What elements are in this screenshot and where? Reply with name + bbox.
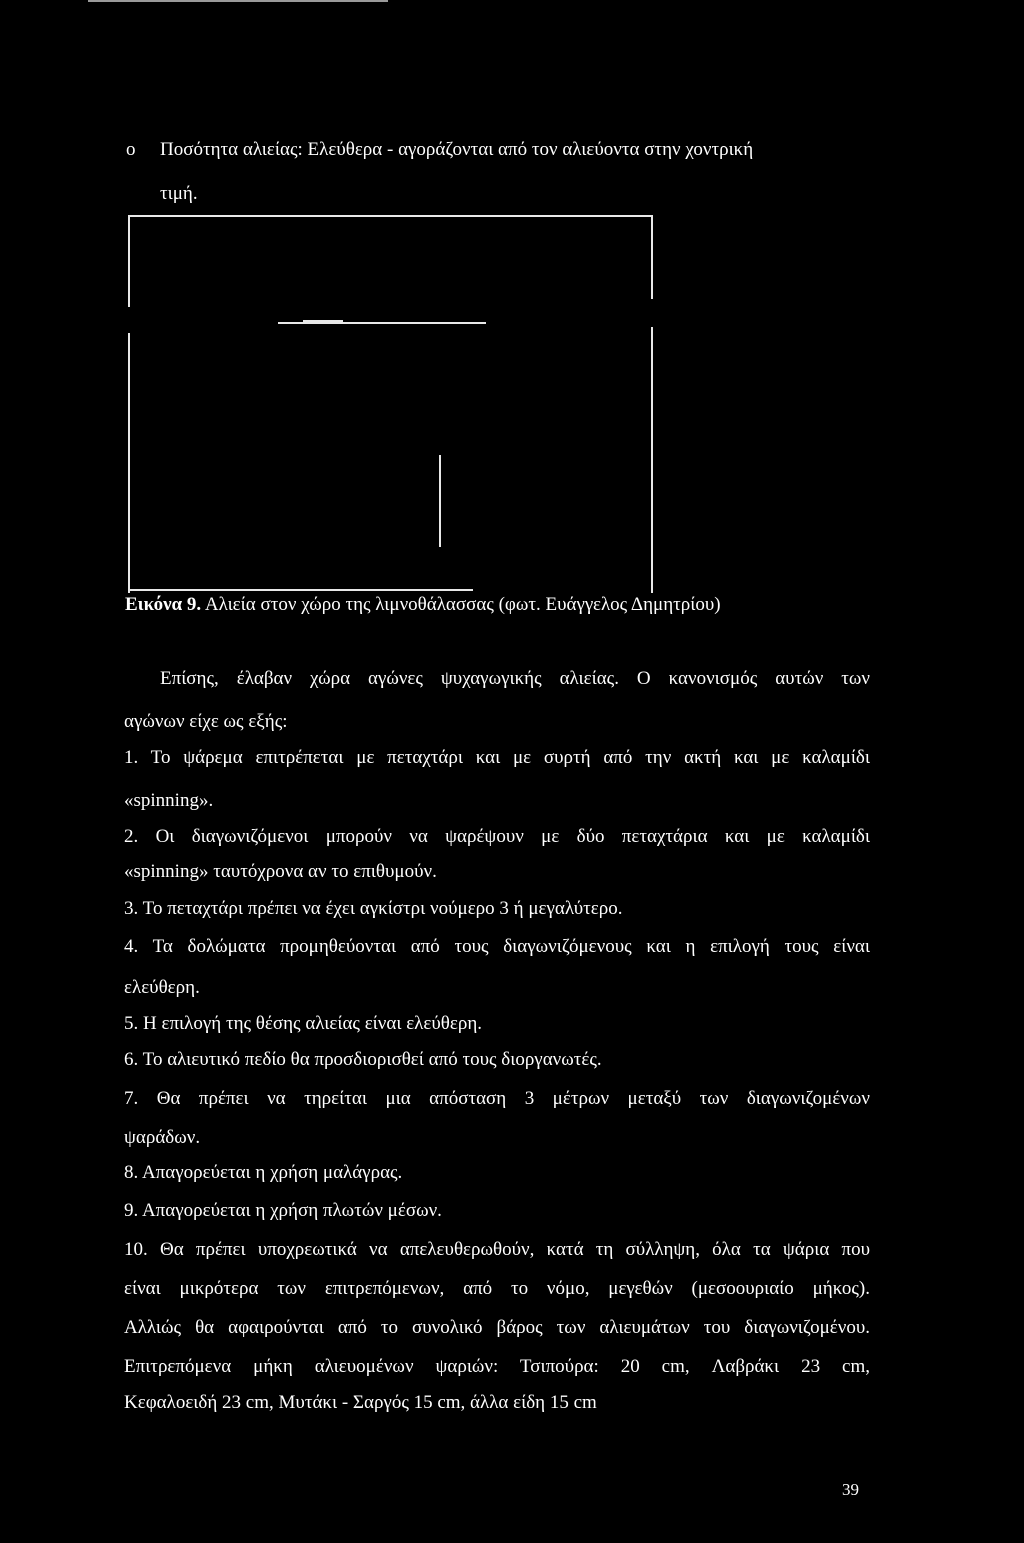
intro-line-1: Επίσης, έλαβαν χώρα αγώνες ψυχαγωγικής αλιείας. Ο κανονισμός αυτών των (160, 668, 870, 689)
bullet-marker: o (126, 139, 136, 160)
figure-photo (128, 215, 653, 593)
rule-10-line-4: Επιτρεπόμενα μήκη αλιευομένων ψαριών: Τσιπούρα: 20 cm, Λαβράκι 23 cm, (124, 1356, 870, 1377)
rule-10-line-2: είναι μικρότερα των επιτρεπόμενων, από το νόμο, μεγεθών (μεσοουριαίο μήκος). (124, 1278, 870, 1299)
rule-10-line-5: Κεφαλοειδή 23 cm, Μυτάκι - Σαργός 15 cm, άλλα είδη 15 cm (124, 1392, 597, 1413)
figure-caption-text: Αλιεία στον χώρο της λιμνοθάλασσας (φωτ. Ευάγγελος Δημητρίου) (201, 594, 721, 615)
rule-4-line-2: ελεύθερη. (124, 977, 200, 998)
rule-5: 5. Η επιλογή της θέσης αλιείας είναι ελεύθερη. (124, 1013, 483, 1034)
top-rule (88, 0, 388, 2)
rule-4-line-1: 4. Τα δολώματα προμηθεύονται από τους διαγωνιζόμενους και η επιλογή τους είναι (124, 936, 870, 957)
rule-3: 3. Το πεταχτάρι πρέπει να έχει αγκίστρι νούμερο 3 ή μεγαλύτερο. (124, 898, 623, 919)
bullet-text-line-1: Ποσότητα αλιείας: Ελεύθερα - αγοράζονται από τον αλιεύοντα στην χοντρική (160, 139, 754, 160)
rule-7-line-1: 7. Θα πρέπει να τηρείται μια απόσταση 3 μέτρων μεταξύ των διαγωνιζομένων (124, 1088, 870, 1109)
rule-7-line-2: ψαράδων. (124, 1127, 201, 1148)
rule-6: 6. Το αλιευτικό πεδίο θα προσδιορισθεί από τους διοργανωτές. (124, 1049, 602, 1070)
rule-9: 9. Απαγορεύεται η χρήση πλωτών μέσων. (124, 1200, 442, 1221)
rule-1-line-1: 1. Το ψάρεμα επιτρέπεται με πεταχτάρι και με συρτή από την ακτή και με καλαμίδι (124, 747, 870, 768)
rule-2-line-1: 2. Οι διαγωνιζόμενοι μπορούν να ψαρέψουν με δύο πεταχτάρια και με καλαμίδι (124, 826, 870, 847)
rule-1-line-2: «spinning». (124, 790, 214, 811)
rule-10-line-3: Αλλιώς θα αφαιρούνται από το συνολικό βάρος των αλιευμάτων του διαγωνιζομένου. (124, 1317, 870, 1338)
figure-caption (125, 593, 721, 617)
rule-2-line-2: «spinning» ταυτόχρονα αν το επιθυμούν. (124, 861, 437, 882)
rule-8: 8. Απαγορεύεται η χρήση μαλάγρας. (124, 1162, 403, 1183)
bullet-text-line-2: τιμή. (160, 183, 198, 204)
figure-caption-label: Εικόνα 9. (125, 594, 202, 615)
intro-line-2: αγώνων είχε ως εξής: (124, 711, 288, 732)
page-number: 39 (842, 1480, 859, 1499)
rule-10-line-1: 10. Θα πρέπει υποχρεωτικά να απελευθερωθούν, κατά τη σύλληψη, όλα τα ψάρια που (124, 1239, 870, 1260)
